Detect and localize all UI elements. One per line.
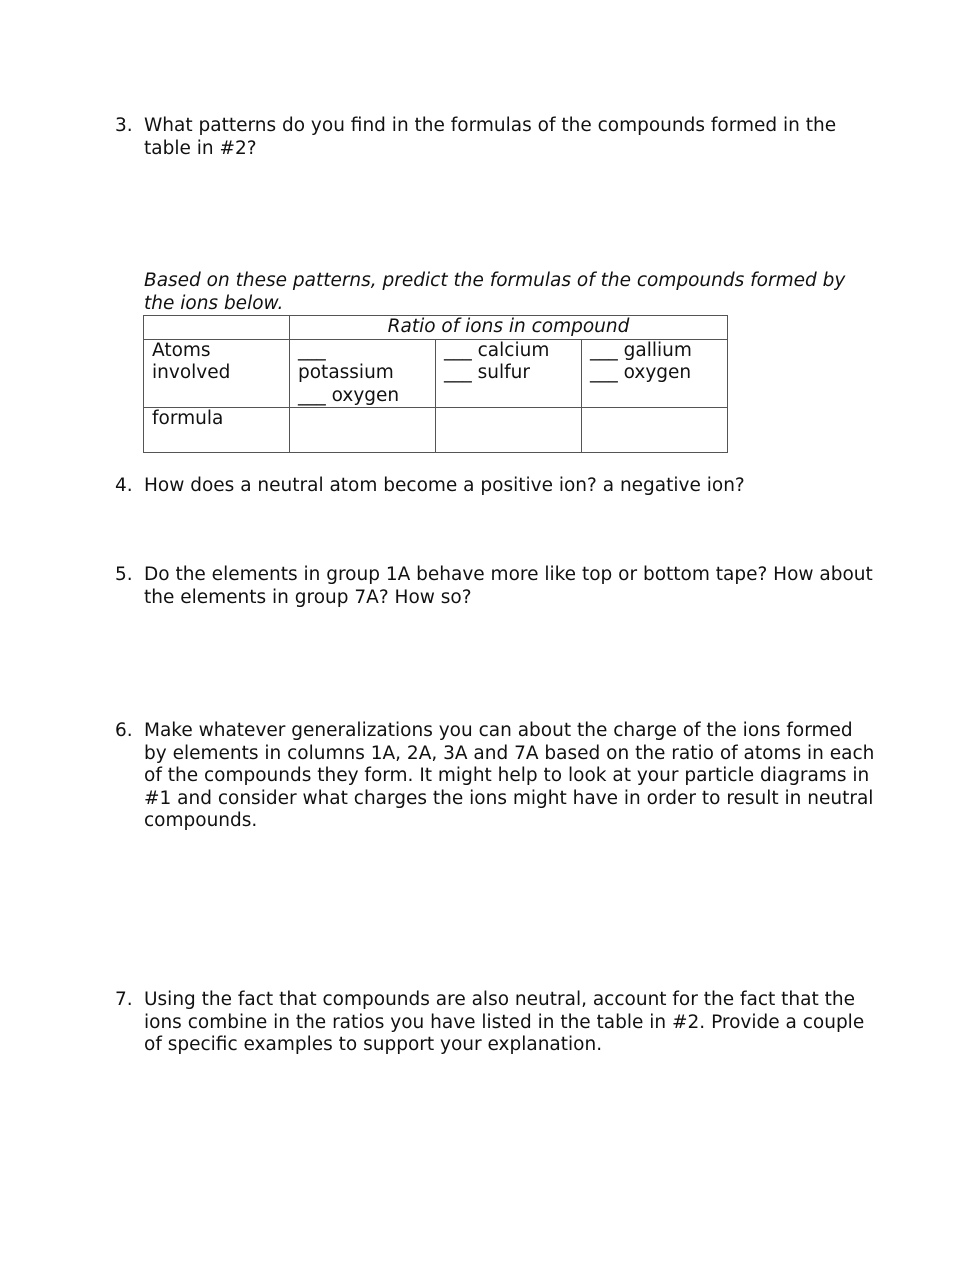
table-instructions: Based on these patterns, predict the formulas of the compounds formed by the ions below.: [144, 270, 846, 314]
atom-line: ___ gallium: [590, 339, 692, 361]
atoms-cell-calcium-sulfur: [436, 339, 582, 408]
atom-line: ___ oxygen: [298, 384, 400, 406]
atoms-cell-potassium-oxygen: [290, 339, 436, 408]
atom-line: ___ sulfur: [444, 362, 530, 383]
atom-line: ___ potassium: [298, 339, 394, 383]
question-number: 7.: [115, 989, 133, 1010]
atom-line: ___ calcium: [444, 339, 550, 361]
question-6: [115, 720, 875, 833]
question-text: Using the fact that compounds are also neutral, account for the fact that the ions combine in the ratios you have listed in the table in #2. Provide a couple of specific examples to support your explanation.: [144, 989, 865, 1055]
question-7: [115, 989, 875, 1057]
atoms-cell-gallium-oxygen: [582, 339, 728, 408]
atom-line: ___ oxygen: [590, 362, 692, 383]
question-text: Do the elements in group 1A behave more like top or bottom tape? How about the elements in group 7A? How so?: [144, 564, 873, 608]
ion-ratio-table: [143, 315, 728, 453]
row-label-formula: formula: [144, 408, 290, 453]
formula-answer-cell[interactable]: [436, 408, 582, 453]
table-row-formula: [144, 408, 728, 453]
question-text: What patterns do you find in the formulas of the compounds formed in the table in #2?: [144, 115, 837, 159]
table-row-atoms: [144, 339, 728, 408]
question-5: [115, 564, 875, 609]
formula-answer-cell[interactable]: [290, 408, 436, 453]
question-number: 3.: [115, 115, 133, 136]
question-3: [115, 115, 875, 160]
table-header-row: [144, 316, 728, 340]
question-number: 4.: [115, 475, 133, 496]
question-text: How does a neutral atom become a positive ion? a negative ion?: [144, 475, 745, 496]
question-number: 5.: [115, 564, 133, 585]
table-header: Ratio of ions in compound: [290, 316, 728, 340]
table-corner-cell: [144, 316, 290, 340]
row-label-atoms: Atoms involved: [144, 339, 290, 408]
formula-answer-cell[interactable]: [582, 408, 728, 453]
question-number: 6.: [115, 720, 133, 741]
question-4: [115, 475, 875, 498]
question-text: Make whatever generalizations you can about the charge of the ions formed by elements in columns 1A, 2A, 3A and 7A based on the ratio of atoms in each of the compounds they form. It might help to look at your particle diagrams in #1 and consider what charges the ions might have in order to result in neutral compounds.: [144, 720, 875, 831]
